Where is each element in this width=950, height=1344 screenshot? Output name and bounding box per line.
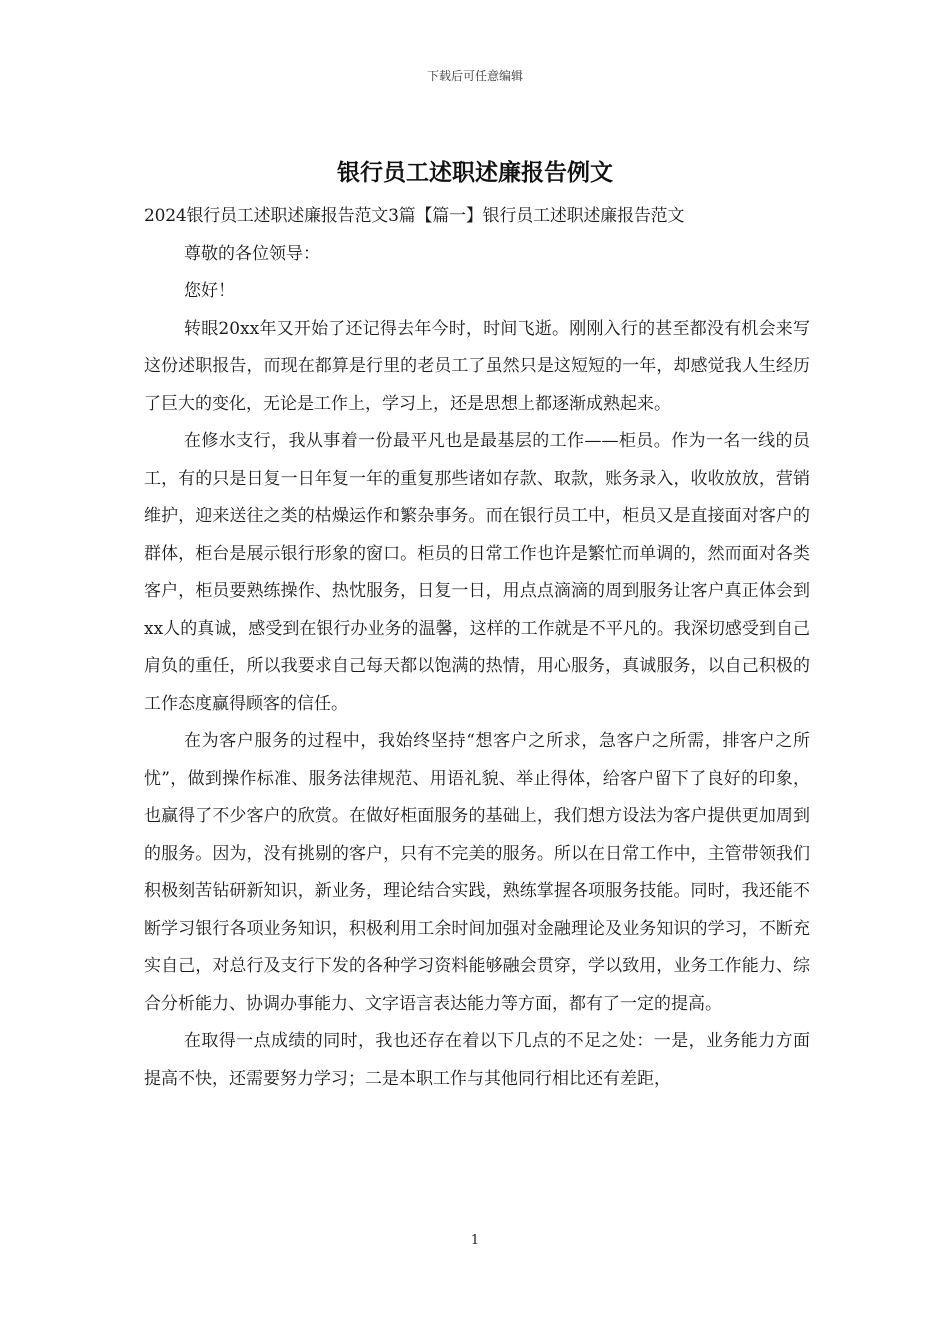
lead-line: 2024银行员工述职述廉报告范文3篇【篇一】银行员工述职述廉报告范文 [144,206,685,226]
document-title: 银行员工述职述廉报告例文 [337,159,613,186]
document-body [144,198,810,1098]
body-paragraph: 在修水支行，我从事着一份最平凡也是最基层的工作——柜员。作为一名一线的员工，有的只是日复一日年复一年的重复那些诸如存款、取款，账务录入，收收放放，营销维护，迎来送往之类的枯燥运作和繁杂事务。而在银行员工中，柜员又是直接面对客户的群体，柜台是展示银行形象的窗口。柜员的日常工作也许是繁忙而单调的，然而面对各类客户，柜员要熟练操作、热忱服务，日复一日，用点点滴滴的周到服务让客户真正体会到xx人的真诚，感受到在银行办业务的温馨，这样的工作就是不平凡的。我深切感受到自己肩负的重任，所以我要求自己每天都以饱满的热情，用心服务，真诚服务，以自己积极的工作态度赢得顾客的信任。 [144,431,810,714]
body-paragraph: 在取得一点成绩的同时，我也还存在着以下几点的不足之处：一是，业务能力方面提高不快，还需要努力学习；二是本职工作与其他同行相比还有差距， [144,1031,810,1089]
body-paragraph: 在为客户服务的过程中，我始终坚持“想客户之所求，急客户之所需，排客户之所忧”，做到操作标准、服务法律规范、用语礼貌、举止得体，给客户留下了良好的印象，也赢得了不少客户的欣赏。在做好柜面服务的基础上，我们想方设法为客户提供更加周到的服务。因为，没有挑剔的客户，只有不完美的服务。所以在日常工作中，主管带领我们积极刻苦钻研新知识，新业务，理论结合实践，熟练掌握各项服务技能。同时，我还能不断学习银行各项业务知识，积极利用工余时间加强对金融理论及业务知识的学习，不断充实自己，对总行及支行下发的各种学习资料能够融会贯穿，学以致用，业务工作能力、综合分析能力、协调办事能力、文字语言表达能力等方面，都有了一定的提高。 [144,731,810,1014]
header-note: 下载后可任意编辑 [426,69,523,83]
page-number: 1 [470,1233,480,1248]
greeting: 您好！ [184,281,235,301]
body-paragraph: 转眼20xx年又开始了还记得去年今时，时间飞逝。刚刚入行的甚至都没有机会来写这份述职报告，而现在都算是行里的老员工了虽然只是这短短的一年，却感觉我人生经历了巨大的变化，无论是工作上，学习上，还是思想上都逐渐成熟起来。 [144,318,810,414]
salutation: 尊敬的各位领导： [184,243,320,264]
